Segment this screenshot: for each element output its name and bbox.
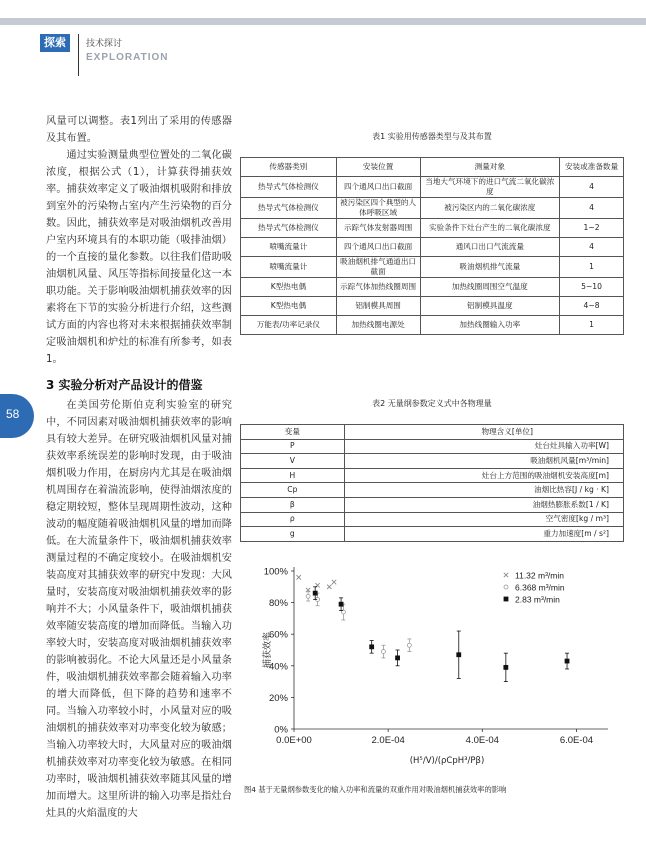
table2-caption: 表2 无量纲参数定义式中各物理量 [372, 399, 492, 408]
paragraph-1: 风量可以调整。表1列出了采用的传感器及其布置。 [46, 116, 232, 144]
table-cell: 吸油烟机排气通道出口截面 [336, 257, 420, 278]
table-row [241, 297, 624, 316]
table-row [241, 483, 624, 498]
table-cell: 加热线圈输入功率 [420, 316, 560, 335]
data-point-circle-marker [407, 643, 411, 647]
table-cell: 4 [560, 238, 624, 257]
table-cell: 灶台上方范围的吸油烟机安装高度[m] [344, 468, 623, 483]
y-tick-label: 40% [268, 661, 288, 673]
data-point-x-marker [504, 573, 508, 577]
y-tick-label: 20% [268, 692, 288, 704]
legend-entry-label: 6.368 m³/min [515, 582, 565, 593]
table-cell: 喷嘴流量计 [241, 257, 337, 278]
table-cell: K型热电偶 [241, 297, 337, 316]
table-cell: P [241, 439, 345, 454]
data-point-circle-marker [504, 585, 508, 589]
data-point-square-marker [456, 652, 461, 657]
variable-table [240, 424, 624, 542]
table-row [241, 198, 624, 219]
y-tick-label: 100% [263, 566, 288, 578]
table-cell: 灶台灶具输入功率[W] [344, 439, 623, 454]
table-row [241, 177, 624, 198]
sensor-table [240, 157, 624, 335]
data-point-x-marker [297, 575, 301, 579]
table-cell: 加热线圈周围空气温度 [420, 278, 560, 297]
table-cell: 4 [560, 198, 624, 219]
table1-caption: 表1 实验用传感器类型与及其布置 [372, 132, 492, 141]
table-row [241, 316, 624, 335]
table-header-cell: 物理含义[单位] [344, 425, 623, 440]
y-tick-label: 0% [274, 724, 288, 736]
table-cell: 四个通风口出口截面 [336, 238, 420, 257]
table-cell: 当地大气环境下的进口气流二氧化碳浓度 [420, 177, 560, 198]
table-row [241, 497, 624, 512]
table-cell: 热导式气体检测仪 [241, 177, 337, 198]
section-badge: 探索 [40, 34, 70, 52]
table-cell: ρ [241, 512, 345, 527]
paragraph-3: 在美国劳伦斯伯克利实验室的研究中，不同因素对吸油烟机捕获效率的影响具有较大差异。在研究吸油烟机风量对捕获效率系统误差的影响时发现，由于吸油烟机吸力作用，在厨房内尤其是在吸油烟机周围存在着湍流影响，使得油烟浓度的稳定期较短，整体呈现周期性波动，这种波动的幅度随着吸油烟机风量的增加而降低。在大流量条件下，吸油烟机捕获效率测量过程的不确定度较小。在吸油烟机安装高度对其捕获效率的研究中发现：大风量时，安装高度对吸油烟机捕获效率的影响并不大；小风量条件下，吸油烟机捕获效率随安装高度的增加而降低。当输入功率较大时，安装高度对吸油烟机捕获效率的影响被弱化。不论大风量还是小风量条件，吸油烟机捕获效率都会随着输入功率的增大而降低，但下降的趋势和速率不同。当输入功率较小时，小风量对应的吸油烟机的捕获效率对功率变化较为敏感；当输入功率较大时，大风量对应的吸油烟机捕获效率对功率变化较为敏感。在相同功率时，吸油烟机捕获效率随其风量的增加而增大。这里所讲的输入功率是指灶台灶具的火焰温度的大 [46, 400, 232, 819]
table-cell: 热导式气体检测仪 [241, 219, 337, 238]
table-cell: 空气密度[kg / m³] [344, 512, 623, 527]
section-title-cn: 技术探讨 [86, 39, 123, 49]
table-row [241, 278, 624, 297]
table-cell: 热导式气体检测仪 [241, 198, 337, 219]
table-row [241, 512, 624, 527]
data-point-x-marker [332, 580, 336, 584]
table-cell: 4 [560, 177, 624, 198]
data-point-x-marker [327, 585, 331, 589]
table-cell: 通风口出口气流流量 [420, 238, 560, 257]
data-point-circle-marker [381, 650, 385, 654]
x-axis-label: (H⁵/V)/(ρCpH³/Pβ) [409, 756, 485, 766]
table-cell: g [241, 527, 345, 542]
capture-efficiency-chart [244, 557, 624, 779]
table-row [241, 454, 624, 469]
legend-entry-label: 2.83 m³/min [515, 594, 560, 605]
table-header-cell: 安装位置 [336, 158, 420, 177]
x-tick-label: 2.0E-04 [371, 735, 405, 746]
table-cell: 油烟热膨胀系数[1 / K] [344, 497, 623, 512]
table-header-cell: 测量对象 [420, 158, 560, 177]
data-point-square-marker [565, 659, 570, 664]
table-header-row [241, 158, 624, 177]
table-cell: 1~2 [560, 219, 624, 238]
data-point-square-marker [339, 602, 344, 607]
table-cell: 实验条件下灶台产生的二氧化碳浓度 [420, 219, 560, 238]
table-cell: 四个通风口出口截面 [336, 177, 420, 198]
table-row [241, 219, 624, 238]
table-cell: 1 [560, 316, 624, 335]
table-cell: 4~8 [560, 297, 624, 316]
table-cell: 加热线圈电源处 [336, 316, 420, 335]
data-point-square-marker [503, 665, 508, 670]
legend-entry-label: 11.32 m³/min [515, 570, 564, 581]
x-tick-label: 6.0E-04 [559, 735, 594, 746]
table-cell: H [241, 468, 345, 483]
table-cell: 万能表/功率记录仪 [241, 316, 337, 335]
data-point-square-marker [313, 591, 318, 596]
page-number: 58 [6, 407, 20, 421]
table-cell: 铝制模具周围 [336, 297, 420, 316]
table-cell: 示踪气体发射器周围 [336, 219, 420, 238]
table-cell: Cp [241, 483, 345, 498]
table-cell: V [241, 454, 345, 469]
table-cell: 油烟比热容[J / kg · K] [344, 483, 623, 498]
table-cell: 被污染区四个典型的人体呼吸区域 [336, 198, 420, 219]
table-cell: 重力加速度[m / s²] [344, 527, 623, 542]
table-cell: 吸油烟机风量[m³/min] [344, 454, 623, 469]
figure-caption: 图4 基于无量纲参数变化的输入功率和流量的双重作用对吸油烟机捕获效率的影响 [244, 785, 507, 794]
data-point-square-marker [504, 597, 509, 602]
table-row [241, 439, 624, 454]
table-row [241, 527, 624, 542]
section-heading: 3 实验分析对产品设计的借鉴 [46, 378, 203, 392]
paragraph-2: 通过实验测量典型位置处的二氧化碳浓度，根据公式（1），计算获得捕获效率。捕获效率定义了吸油烟机吸附和排放到室外的污染物占室内产生污染物的百分数。因此，捕获效率是对吸油烟机改善用户室内环境具有的本职功能（吸排油烟）的一个直接的量化参数。以往我们借助吸油烟机风量、风压等指标间接量化这一本职功能。关于影响吸油烟机捕获效率的因素将在下节的实验分析进行介绍，这些测试方面的内容也将对未来根据捕获效率制定吸油烟机和炉灶的标准有所参考，如表1。 [46, 150, 232, 365]
table-cell: 1 [560, 257, 624, 278]
x-tick-label: 0.0E+00 [276, 735, 312, 746]
table-cell: 喷嘴流量计 [241, 238, 337, 257]
header-divider [78, 34, 79, 76]
table-cell: 示踪气体加热线圈周围 [336, 278, 420, 297]
table-header-cell: 变量 [241, 425, 345, 440]
table-cell: 5~10 [560, 278, 624, 297]
y-axis-label: 捕获效率 [263, 631, 273, 669]
table-header-cell: 安装或准备数量 [560, 158, 624, 177]
table-cell: β [241, 497, 345, 512]
table-row [241, 468, 624, 483]
data-point-circle-marker [306, 594, 310, 598]
table-header-cell: 传感器类别 [241, 158, 337, 177]
table-row [241, 257, 624, 278]
y-tick-label: 60% [268, 629, 288, 641]
top-decorative-bar [0, 18, 646, 25]
data-point-square-marker [395, 656, 400, 661]
section-title-en: EXPLORATION [86, 52, 169, 63]
data-point-square-marker [369, 644, 374, 649]
table-cell: 铝制模具温度 [420, 297, 560, 316]
left-text-column [46, 113, 232, 822]
y-tick-label: 80% [268, 598, 288, 610]
table-cell: K型热电偶 [241, 278, 337, 297]
table-row [241, 238, 624, 257]
table-header-row [241, 425, 624, 440]
table-cell: 被污染区内的二氧化碳浓度 [420, 198, 560, 219]
x-tick-label: 4.0E-04 [465, 735, 499, 746]
table-cell: 吸油烟机排气流量 [420, 257, 560, 278]
